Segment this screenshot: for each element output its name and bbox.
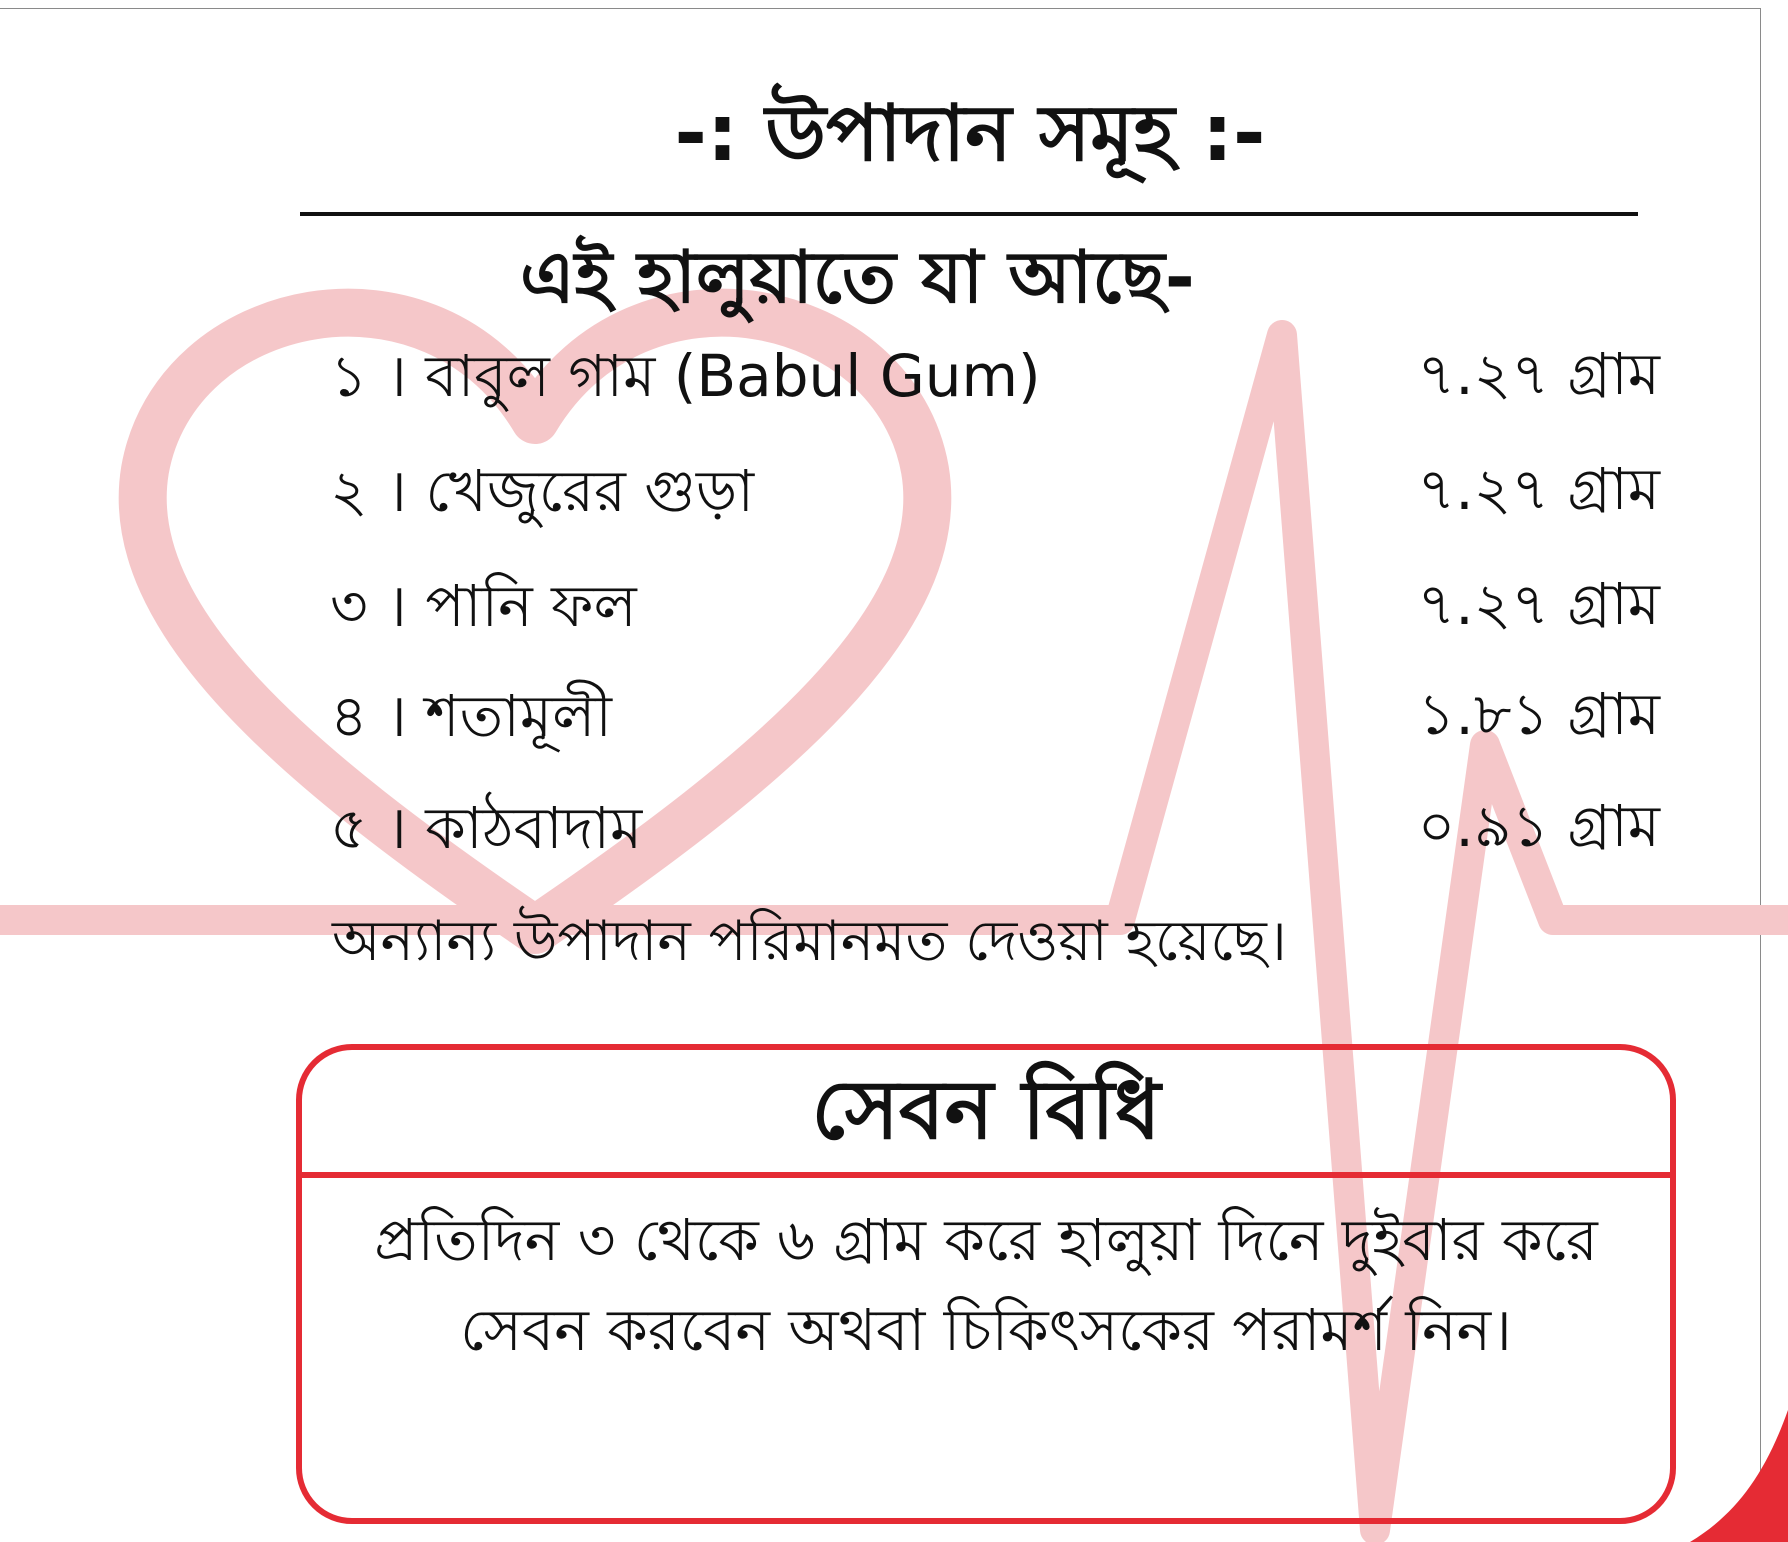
list-item xyxy=(330,792,1690,892)
title-divider xyxy=(300,212,1638,216)
page-title: -: উপাদান সমূহ :- xyxy=(674,89,1266,179)
ingredient-name: ৩ । পানি ফল xyxy=(330,572,637,640)
frame-top-border xyxy=(0,8,1760,9)
ingredient-quantity: ৭.২৭ গ্রাম xyxy=(1417,340,1660,408)
ingredient-list xyxy=(330,340,1690,900)
ingredient-quantity: ৭.২৭ গ্রাম xyxy=(1417,455,1660,523)
ingredient-name: ২ । খেজুরের গুড়া xyxy=(330,457,755,525)
ingredient-quantity: ৭.২৭ গ্রাম xyxy=(1417,570,1660,638)
list-item xyxy=(330,455,1690,555)
usage-divider xyxy=(302,1172,1670,1178)
usage-instructions-box xyxy=(296,1044,1676,1524)
ingredient-name: ৫ । কাঠবাদাম xyxy=(330,794,643,862)
usage-text: প্রতিদিন ৩ থেকে ৬ গ্রাম করে হালুয়া দিনে দুইবার করে সেবন করবেন অথবা চিকিৎসকের পরামর্শ নিন। xyxy=(374,1206,1598,1364)
ingredient-name: ৪ । শতামূলী xyxy=(330,682,612,750)
other-ingredients-note: অন্যান্য উপাদান পরিমানমত দেওয়া হয়েছে। xyxy=(332,909,1287,974)
usage-title: সেবন বিধি xyxy=(811,1063,1161,1158)
section-subtitle: এই হালুয়াতে যা আছে- xyxy=(520,235,1195,319)
list-item xyxy=(330,340,1690,440)
list-item xyxy=(330,680,1690,780)
corner-red-accent xyxy=(1690,1410,1788,1542)
ingredient-quantity: ১.৮১ গ্রাম xyxy=(1417,680,1660,748)
ingredient-name: ১ । বাবুল গাম (Babul Gum) xyxy=(330,342,1041,410)
frame-right-border xyxy=(1760,8,1761,1542)
list-item xyxy=(330,570,1690,670)
ingredient-quantity: ০.৯১ গ্রাম xyxy=(1417,792,1660,860)
